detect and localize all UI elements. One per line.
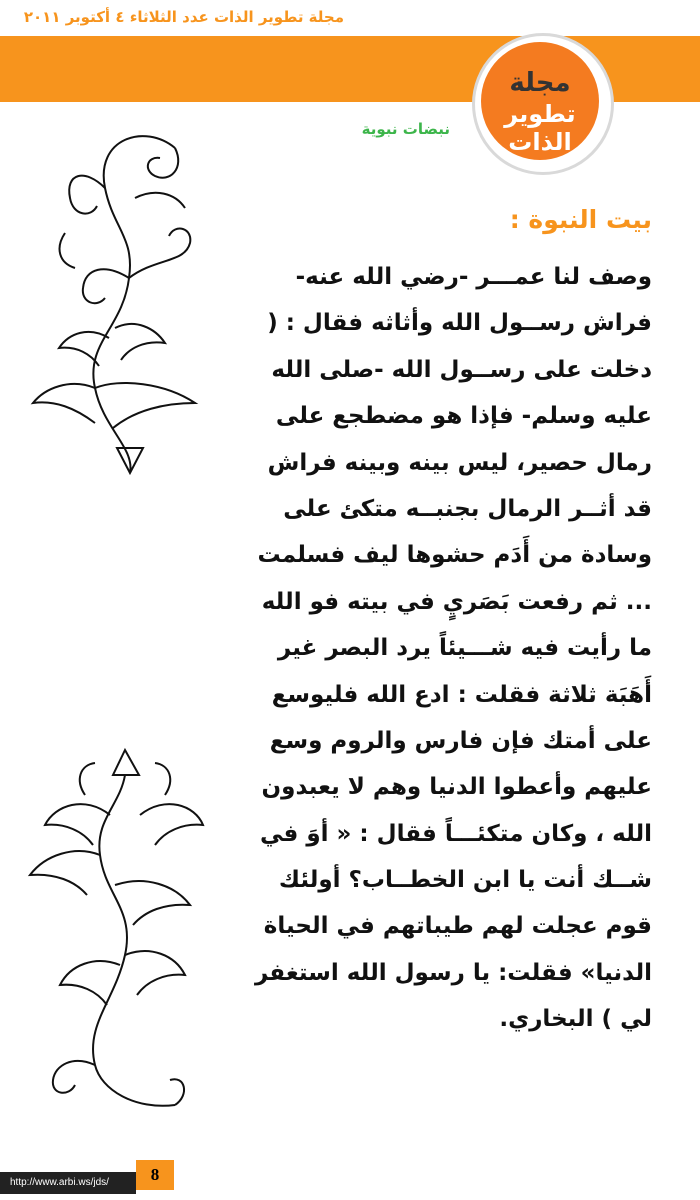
page-number: 8: [136, 1160, 174, 1190]
logo-word-tatweer: تطوير الذات: [504, 100, 576, 156]
body-line: وسادة من أَدَم حشوها ليف فسلمت: [257, 542, 652, 569]
body-line: رمال حصير، ليس بينه وبينه فراش: [267, 449, 652, 476]
body-line: ... ثم رفعت بَصَريٍ في بيته فو الله: [261, 588, 652, 615]
body-line: شــك أنت يا ابن الخطــاب؟ أولئك: [278, 867, 652, 894]
body-line: الدنيا» فقلت: يا رسول الله استغفر: [254, 959, 652, 986]
footer-url[interactable]: http://www.arbi.ws/jds/: [0, 1172, 136, 1194]
body-line: الله ، وكان متكئـــاً فقال : « أوَ في: [260, 820, 652, 847]
body-line: دخلت على رســول الله -صلى الله: [271, 356, 652, 383]
body-line: وصف لنا عمـــر -رضي الله عنه-: [295, 264, 652, 290]
body-line: قد أثــر الرمال بجنبــه متكئ على: [283, 495, 652, 522]
body-line: ما رأيت فيه شـــيئاً يرد البصر غير: [277, 635, 652, 662]
body-line: قوم عجلت لهم طيباتهم في الحياة: [263, 913, 652, 940]
article-title: بيت النبوة :: [509, 205, 652, 234]
logo-word-majalla: مجلة: [509, 68, 571, 98]
bottom-ornament-icon: [25, 735, 205, 1115]
article-body: [232, 254, 652, 1043]
body-line: أَهَبَة ثلاثة فقلت : ادع الله فليوسع: [271, 681, 652, 708]
body-line: على أمتك فإن فارس والروم وسع: [269, 727, 652, 754]
body-line: عليه وسلم- فإذا هو مضطجع على: [275, 403, 652, 430]
body-line: فراش رســول الله وأثاثه فقال : (: [267, 310, 652, 337]
section-label: نبضات نبوية: [361, 120, 450, 138]
body-line: عليهم وأعطوا الدنيا وهم لا يعبدون: [261, 774, 652, 801]
top-ornament-icon: [25, 128, 205, 488]
running-header: مجلة تطوير الذات عدد الثلاثاء ٤ أكتوبر ٢٠١١: [23, 8, 344, 26]
body-line: لي ) البخاري.: [499, 1006, 652, 1033]
